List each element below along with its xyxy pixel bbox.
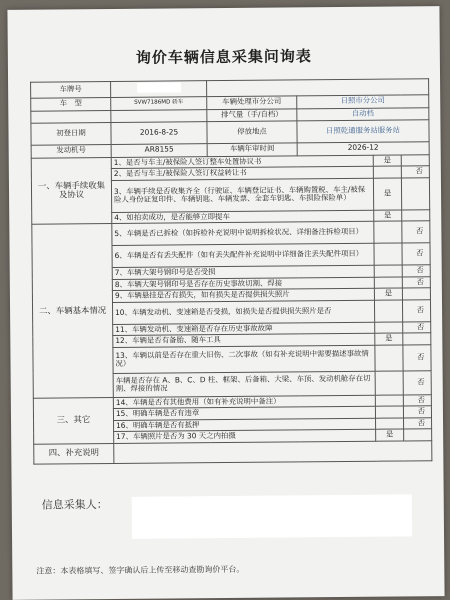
- answer-yes: [375, 322, 403, 334]
- reg-date-label: 初登日期: [31, 122, 111, 145]
- answer-no: [402, 288, 430, 300]
- answer-yes: 是: [374, 288, 402, 300]
- question-text: 14、车辆是否有其他费用（如有补充说明中备注）: [113, 395, 375, 409]
- answer-yes: [374, 243, 402, 265]
- question-text: 4、如拍卖成功，是否能够立即提车: [112, 210, 374, 224]
- question-text: 17、车辆照片是否为 30 天之内拍摄: [114, 429, 376, 443]
- answer-yes: [375, 406, 403, 418]
- answer-yes: [374, 277, 402, 289]
- question-text: 2、是否与车主/被保险人签订权益转让书: [111, 166, 373, 180]
- answer-yes: 是: [374, 210, 402, 222]
- question-text: 8、车辆大架号钢印号是否存在历史事故切割、焊接: [112, 277, 374, 291]
- answer-yes: [374, 265, 402, 277]
- answer-yes: 是: [375, 333, 403, 345]
- footnote: 注意：本表格填写、签字确认后上传至移动查勘询价平台。: [36, 564, 245, 576]
- form-paper: [7, 6, 444, 600]
- answer-yes: [375, 395, 403, 407]
- answer-no: 否: [402, 276, 430, 288]
- answer-no: [401, 154, 429, 166]
- question-text: 15、明确车辆是否有违章: [113, 406, 375, 420]
- model-value: SVW7186MD 轿车: [111, 96, 207, 110]
- answer-yes: [373, 166, 401, 178]
- inspection-value: 2026-12: [297, 141, 429, 155]
- question-text: 11、车辆发动机、变速箱是否存在历史事故故障: [113, 322, 375, 336]
- answer-no: 否: [401, 166, 429, 178]
- parking-label: 停放地点: [207, 120, 297, 143]
- question-text: 车辆是否存在 A、B、C、D 柱、框架、后备箱、大梁、车顶、发动机舱存在切割、焊接的情况: [113, 371, 375, 397]
- answer-yes: [375, 345, 403, 371]
- answer-no: [401, 177, 429, 209]
- answer-no: 否: [403, 344, 431, 370]
- unit-value: 日照市分公司: [297, 94, 429, 108]
- answer-yes: [375, 371, 403, 395]
- question-text: 5、车辆是否已拆检（如拆检补充说明中说明拆检状况、详细备注拆检项目）: [112, 221, 374, 245]
- engine-label: 发动机号: [31, 144, 111, 158]
- section-2-label: 二、车辆基本情况: [32, 224, 114, 398]
- plate-label: 车牌号: [31, 81, 111, 97]
- unit-label: 车辆处理市分公司: [207, 95, 297, 109]
- question-text: 6、车辆是否有丢失配件（如有丢失配件补充说明中详细备注丢失配件项目）: [112, 243, 374, 267]
- answer-no: 否: [403, 406, 431, 418]
- answer-yes: 是: [373, 178, 401, 210]
- question-text: 7、车辆大架号钢印号是否受损: [112, 265, 374, 279]
- displacement-value: 自动档: [297, 107, 429, 120]
- answer-no: 否: [403, 321, 431, 333]
- answer-yes: [374, 300, 402, 322]
- answer-yes: 是: [376, 429, 404, 441]
- inspection-label: 车辆年审时间: [207, 142, 297, 156]
- model-label: 车 型: [31, 97, 111, 111]
- question-text: 12、车辆是否有备胎、随车工具: [113, 333, 375, 347]
- question-text: 3、车辆手续是否收集齐全（行驶证、车辆登记证书、车辆购置税、车主/被保险人身份证复印件、车辆钥匙、车辆发票、全套车钥匙、车损险保险单）: [111, 178, 373, 212]
- collector-signature-redacted: [132, 494, 412, 538]
- section-4-label: 四、补充说明: [34, 443, 114, 464]
- form-title: 询价车辆信息采集问询表: [135, 47, 312, 67]
- plate-value: [111, 81, 207, 97]
- question-text: 9、车辆悬挂是否有损失，如有损失是否提供损失照片: [112, 288, 374, 302]
- answer-yes: [374, 221, 402, 243]
- question-text: 16、明确车辆是否有抵押: [114, 418, 376, 432]
- collector-label: 信息采集人：: [41, 498, 108, 512]
- answer-no: 否: [402, 221, 430, 243]
- reg-date-value: 2016-8-25: [111, 121, 207, 144]
- answer-no: 否: [402, 265, 430, 277]
- answer-no: 否: [403, 370, 431, 394]
- answer-no: [404, 429, 432, 441]
- section-1-label: 一、车辆手续收集及协议: [31, 157, 112, 224]
- answer-no: 否: [403, 394, 431, 406]
- answer-no: [403, 333, 431, 345]
- answer-yes: 是: [373, 154, 401, 166]
- answer-no: [402, 209, 430, 221]
- answer-yes: [376, 418, 404, 430]
- question-text: 10、车辆发动机、变速箱是否受损，如损失是否提供损失照片是否: [112, 300, 374, 324]
- answer-no: 否: [402, 243, 430, 265]
- question-text: 13、车辆以前是否存在重大旧伤、二次事故（如有补充说明中需要描述事故情况）: [113, 345, 375, 373]
- inquiry-table: [30, 78, 432, 464]
- answer-no: 否: [404, 417, 432, 429]
- parking-value: 日照乾通服务站服务站: [297, 119, 429, 142]
- supplement-content: [114, 440, 432, 463]
- section-3-label: 三、其它: [33, 397, 113, 444]
- engine-value: AR8155: [111, 143, 207, 157]
- displacement-label: 排气量（手/自档）: [207, 108, 297, 121]
- supplement-row: [34, 440, 432, 463]
- question-text: 1、是否与车主/被保险人签订整车处置协议书: [111, 155, 373, 169]
- answer-no: 否: [402, 299, 430, 321]
